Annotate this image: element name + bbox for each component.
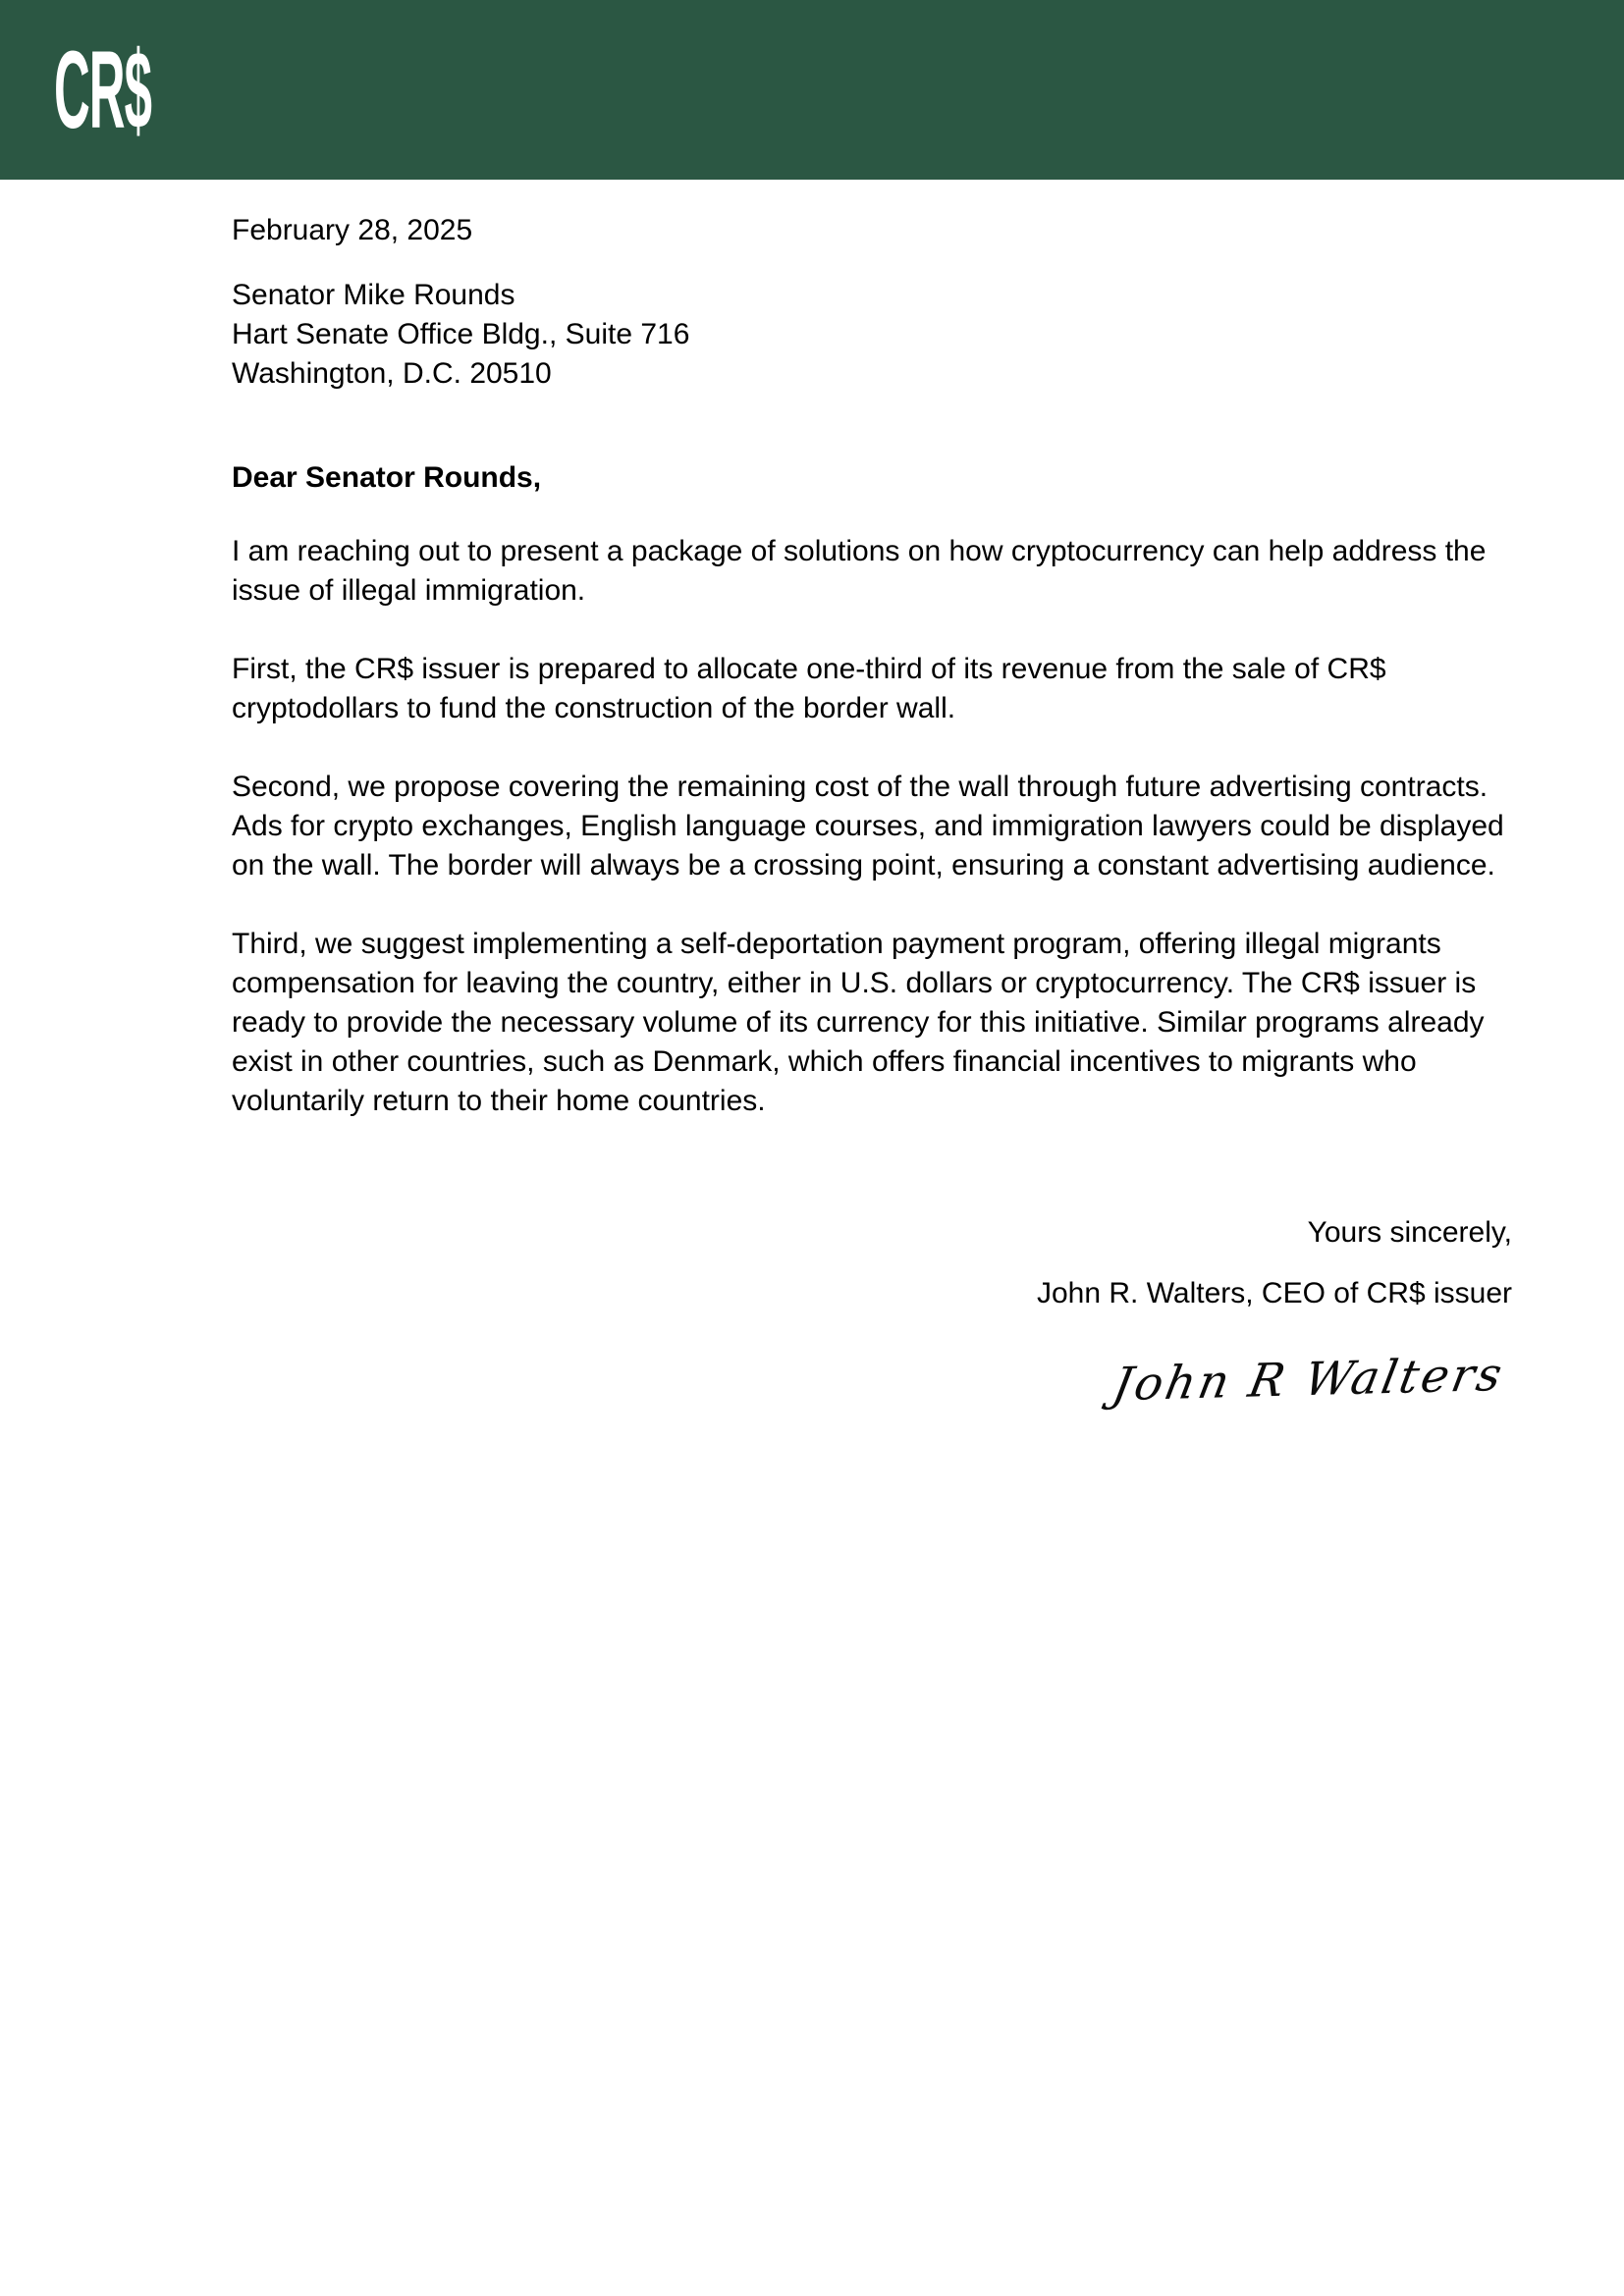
paragraph-first-proposal: First, the CR$ issuer is prepared to allocate one-third of its revenue from the sale of CR$ cryptodollars to fund the construction of the border wall.: [232, 653, 1386, 724]
paragraph-intro: I am reaching out to present a package of solutions on how cryptocurrency can help address the issue of illegal immigration.: [232, 535, 1487, 607]
signer-name-title: John R. Walters, CEO of CR$ issuer: [1036, 1277, 1512, 1309]
recipient-address-block: [232, 276, 1512, 394]
recipient-name: Senator Mike Rounds: [232, 279, 515, 311]
paragraph-third-proposal: Third, we suggest implementing a self-deportation payment program, offering illegal migrants compensation for leaving the country, either in U.S. dollars or cryptocurrency. The CR$ issuer is ready to provide the necessary volume of its currency for this initiative. Similar programs already exist in other countries, such as Denmark, which offers financial incentives to migrants who voluntarily return to their home countries.: [232, 928, 1485, 1117]
brand-logo: [54, 0, 256, 180]
signature-area: [232, 1339, 1512, 1421]
paragraph-second-proposal: Second, we propose covering the remaining cost of the wall through future advertising contracts. Ads for crypto exchanges, English language courses, and immigration lawyers could be displayed on the wall. The border will always be a crossing point, ensuring a constant advertising audience.: [232, 771, 1504, 881]
recipient-address-line2: Washington, D.C. 20510: [232, 357, 552, 390]
handwritten-signature: John R Walters: [1109, 1348, 1510, 1413]
recipient-address-line1: Hart Senate Office Bldg., Suite 716: [232, 318, 690, 350]
letter-body: [232, 211, 1512, 1421]
brand-logo-text: CR$: [54, 27, 151, 152]
salutation: Dear Senator Rounds,: [232, 461, 542, 494]
letter-date: February 28, 2025: [232, 214, 473, 246]
closing-block: [232, 1213, 1512, 1421]
valediction: Yours sincerely,: [1307, 1216, 1512, 1249]
letterhead-banner: [0, 0, 1624, 180]
